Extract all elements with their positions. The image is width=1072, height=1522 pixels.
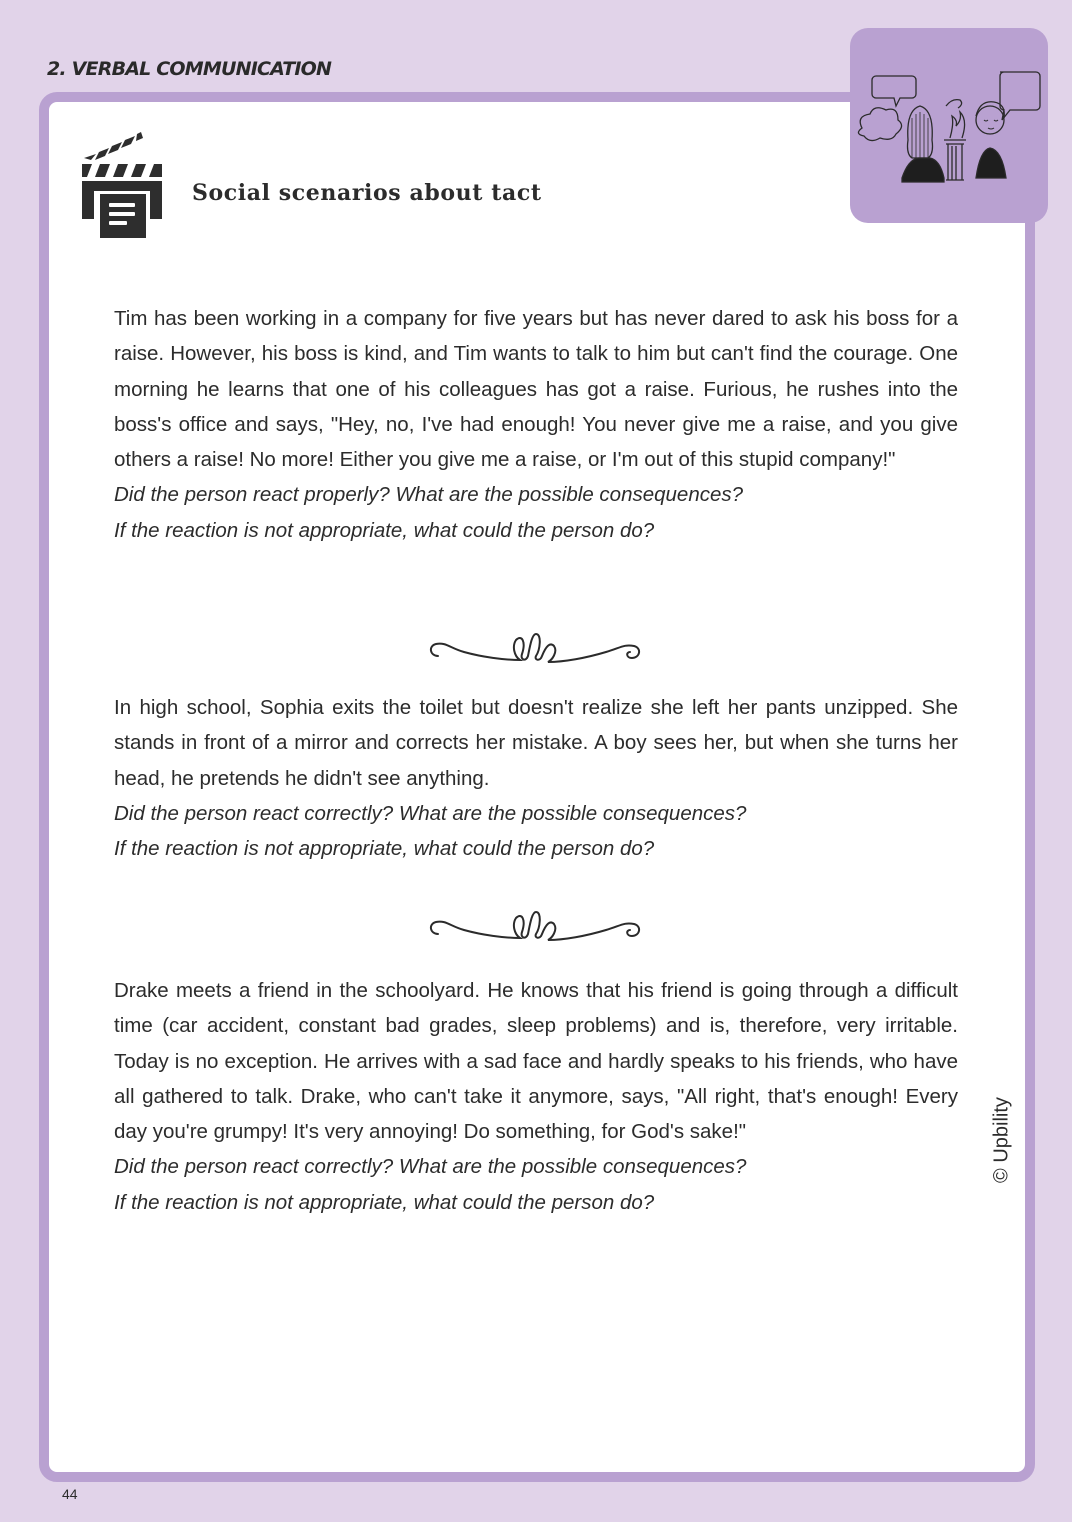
scenario-question: If the reaction is not appropriate, what could the person do? [114,518,655,542]
scenario-question: Did the person react correctly? What are the possible consequences? [114,1155,747,1179]
page-number: 44 [62,1486,78,1502]
card-title: Social scenarios about tact [192,180,542,206]
scenario-2 [114,690,958,866]
copyright-notice: © Upbility [990,1097,1013,1183]
scenario-text: Tim has been working in a company for five years but has never dared to ask his boss for a raise. However, his boss is kind, and Tim wants to talk to him but can't find the courage. One morning he learns that one of his colleagues has got a raise. Furious, he rushes into the boss's office and says, "Hey, no, I've had enough! You never give me a raise, and you give others a raise! No more! Either you give me a raise, or I'm out of this stupid company!" [114,307,958,472]
clapperboard-document-icon [78,128,164,240]
two-people-speech-bubbles-illustration [850,28,1048,223]
scenario-question: Did the person react correctly? What are the possible consequences? [114,801,747,825]
scenario-question: Did the person react properly? What are the possible consequences? [114,483,744,507]
scenario-text: In high school, Sophia exits the toilet but doesn't realize she left her pants unzipped. She stands in front of a mirror and corrects her mistake. A boy sees her, but when she turns her head, he pretends he didn't see anything. [114,696,958,790]
section-heading: 2. VERBAL COMMUNICATION [47,58,332,80]
scenario-text: Drake meets a friend in the schoolyard. He knows that his friend is going through a difficult time (car accident, constant bad grades, sleep problems) and is, therefore, very irritable. Today is no exception. He arrives with a sad face and hardly speaks to his friends, who have all gathered to talk. Drake, who can't take it anymore, says, "All right, that's enough! Every day you're grumpy! It's very annoying! Do something, for God's sake!" [114,979,958,1144]
ornamental-swirl-divider [424,630,648,670]
scenario-3 [114,973,958,1220]
scenario-question: If the reaction is not appropriate, what could the person do? [114,837,655,861]
scenario-1 [114,301,958,548]
scenario-question: If the reaction is not appropriate, what could the person do? [114,1190,655,1214]
ornamental-swirl-divider [424,908,648,948]
